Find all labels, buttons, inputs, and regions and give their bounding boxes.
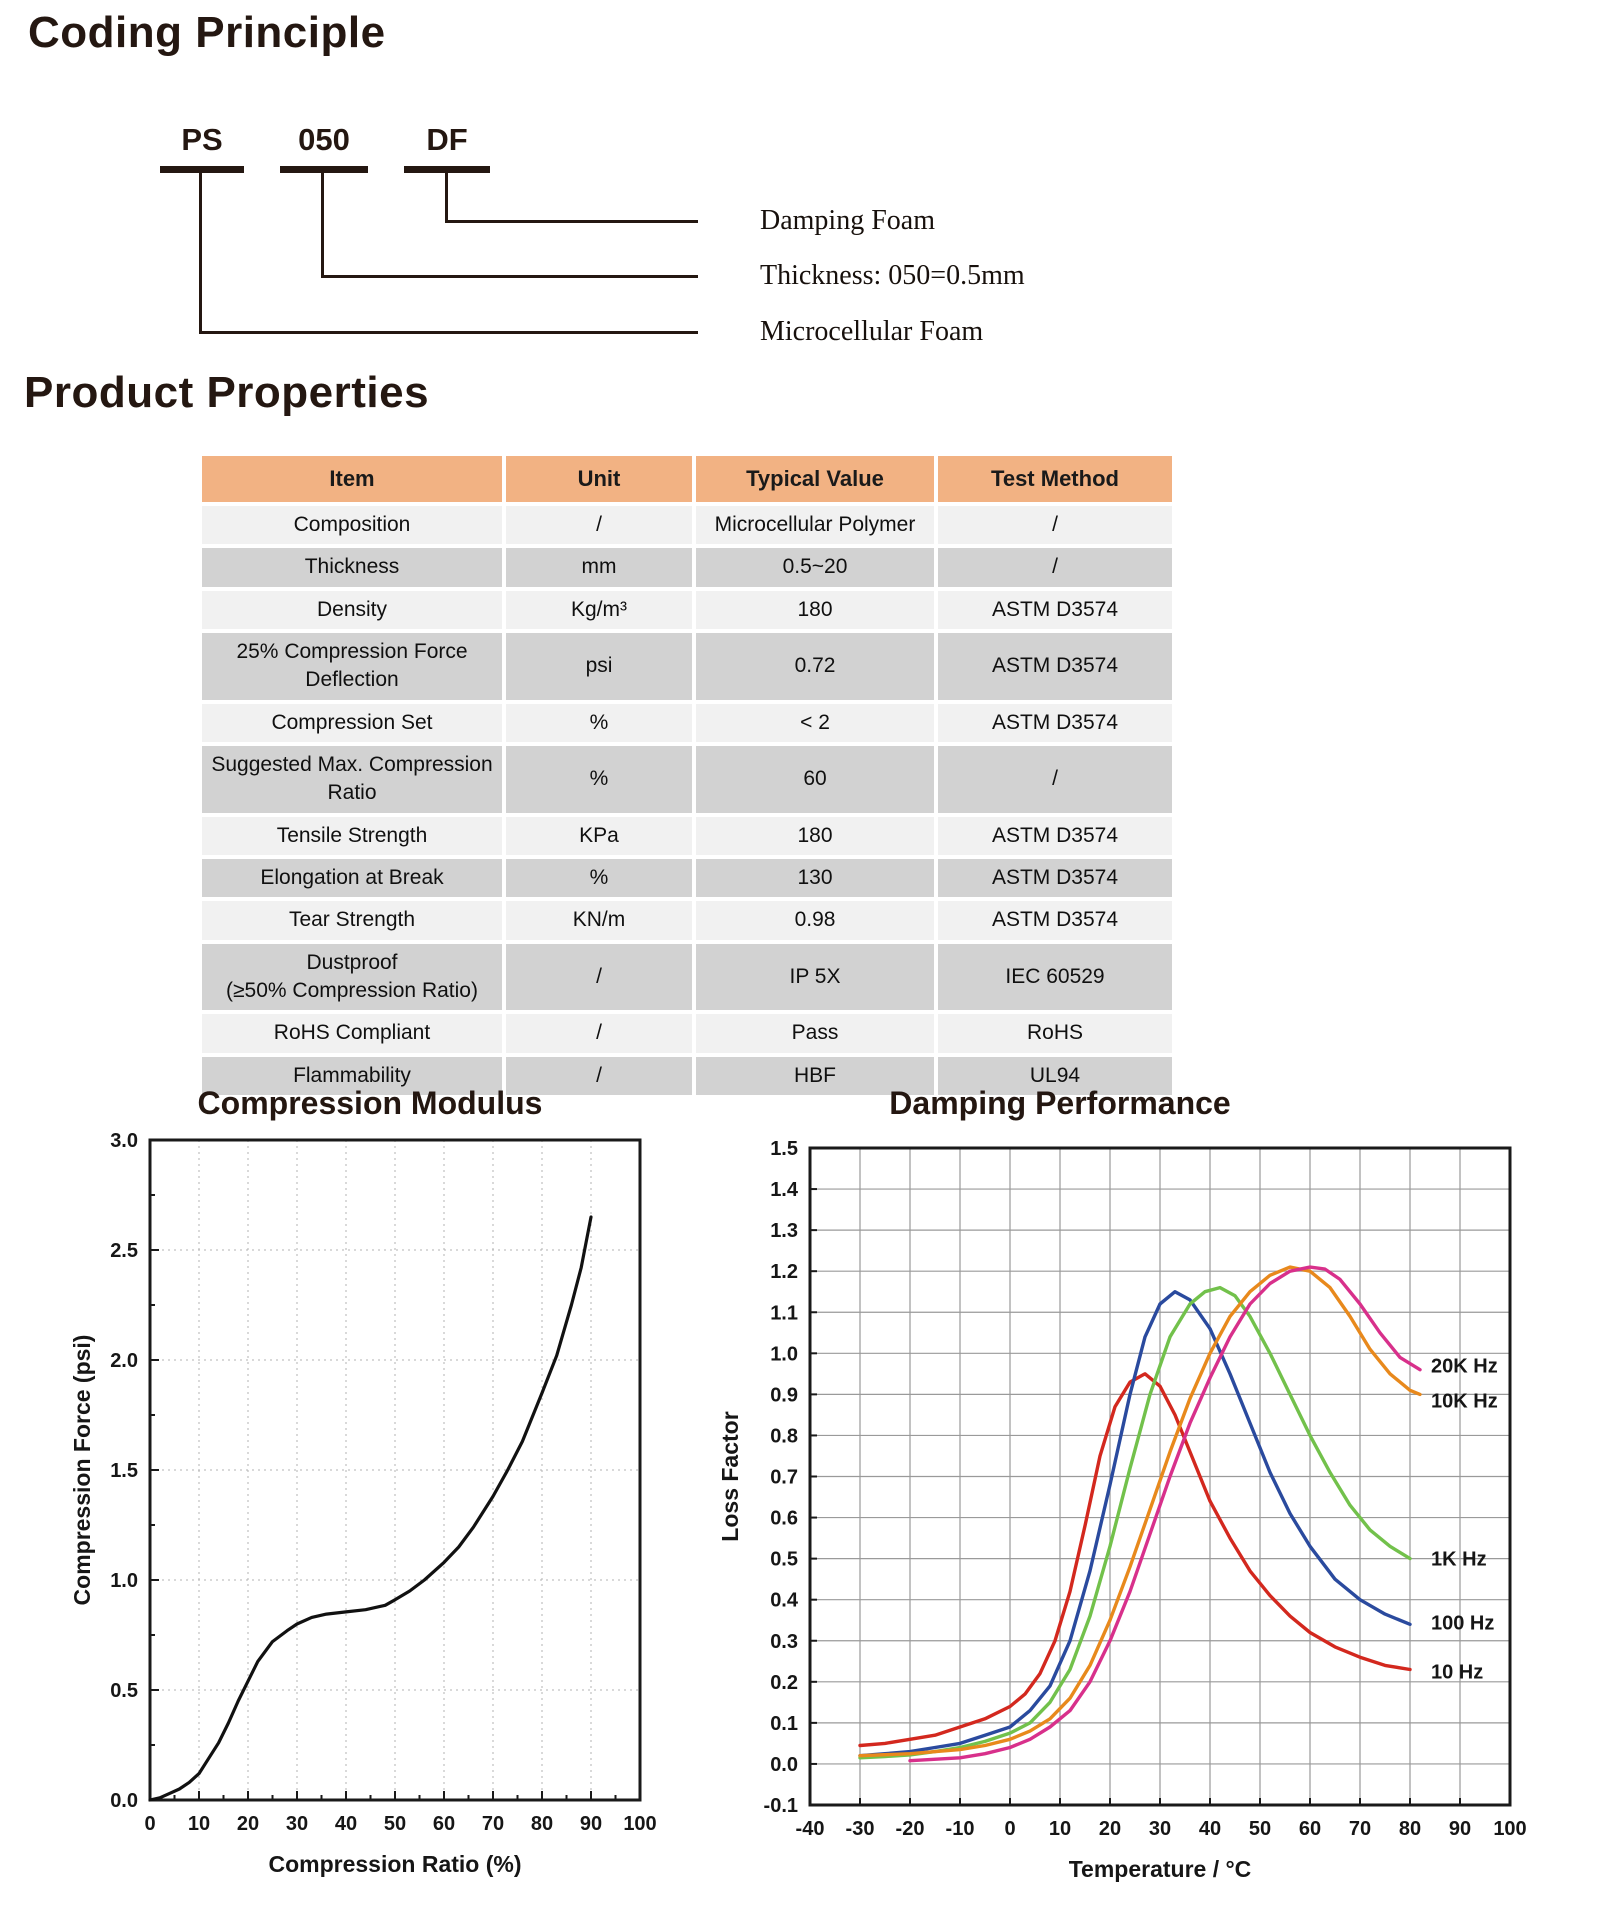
x-tick-label: -20 — [895, 1818, 925, 1840]
x-tick-label: -10 — [945, 1818, 975, 1840]
y-tick-label: 0.6 — [770, 1507, 798, 1530]
table-cell: 180 — [696, 817, 934, 855]
series-line-compression-force — [150, 1217, 591, 1800]
code-df: DF — [426, 122, 468, 157]
table-row — [202, 506, 1172, 544]
table-header-row — [202, 456, 1172, 502]
code-underline-ps — [160, 166, 244, 173]
y-tick-label: 1.5 — [770, 1138, 798, 1160]
x-tick-label: 30 — [285, 1813, 309, 1835]
y-tick-label: -0.1 — [763, 1795, 798, 1817]
table-cell: ASTM D3574 — [938, 591, 1172, 629]
x-axis-title: Temperature / °C — [1068, 1856, 1252, 1882]
col-header-item: Item — [202, 456, 502, 502]
col-header-unit: Unit — [506, 456, 692, 502]
table-cell: Pass — [696, 1014, 934, 1052]
table-cell: / — [938, 548, 1172, 586]
table-cell: % — [506, 746, 692, 813]
x-tick-label: 100 — [1493, 1818, 1527, 1840]
col-header-test-method: Test Method — [938, 456, 1172, 502]
product-properties-heading: Product Properties — [24, 368, 430, 417]
table-cell: Suggested Max. Compression Ratio — [202, 746, 502, 813]
compression-modulus-chart — [30, 1075, 710, 1905]
code-underline-050 — [280, 166, 368, 173]
y-tick-label: 2.5 — [110, 1240, 138, 1262]
x-tick-label: 50 — [383, 1813, 407, 1835]
table-cell: 130 — [696, 859, 934, 897]
table-cell: / — [506, 1014, 692, 1052]
y-tick-label: 0.2 — [770, 1671, 798, 1694]
x-tick-label: -30 — [845, 1818, 875, 1840]
y-tick-label: 1.5 — [110, 1460, 138, 1482]
series-line-10-hz — [860, 1374, 1410, 1746]
y-tick-label: 0.9 — [770, 1384, 798, 1407]
table-cell: 0.5~20 — [696, 548, 934, 586]
table-cell: Compression Set — [202, 704, 502, 742]
connector-ps — [199, 173, 698, 334]
x-tick-label: 50 — [1248, 1818, 1272, 1840]
table-cell: IEC 60529 — [938, 944, 1172, 1011]
table-cell: ASTM D3574 — [938, 633, 1172, 700]
table-cell: 0.72 — [696, 633, 934, 700]
code-050: 050 — [298, 122, 350, 157]
y-tick-label: 0.4 — [770, 1589, 798, 1612]
table-cell: 0.98 — [696, 901, 934, 939]
series-label-1k-hz: 1K Hz — [1431, 1548, 1487, 1571]
table-row — [202, 548, 1172, 586]
table-cell: KN/m — [506, 901, 692, 939]
table-cell: / — [506, 944, 692, 1011]
table-cell: % — [506, 704, 692, 742]
table-cell: / — [938, 746, 1172, 813]
table-cell: KPa — [506, 817, 692, 855]
table-cell: 25% Compression Force Deflection — [202, 633, 502, 700]
table-cell: < 2 — [696, 704, 934, 742]
y-axis-title: Compression Force (psi) — [69, 1334, 95, 1606]
x-tick-label: 10 — [187, 1813, 211, 1835]
y-tick-label: 2.0 — [110, 1350, 138, 1372]
col-header-typical-value: Typical Value — [696, 456, 934, 502]
table-cell: UL94 — [938, 1057, 1172, 1095]
series-line-100-hz — [860, 1292, 1410, 1756]
y-tick-label: 1.3 — [770, 1220, 798, 1243]
table-cell: 180 — [696, 591, 934, 629]
x-tick-label: 20 — [236, 1813, 260, 1835]
table-cell: RoHS Compliant — [202, 1014, 502, 1052]
y-tick-label: 0.0 — [110, 1790, 138, 1812]
y-tick-label: 1.0 — [110, 1570, 138, 1592]
y-tick-label: 1.2 — [770, 1261, 798, 1284]
x-tick-label: 80 — [530, 1813, 554, 1835]
table-cell: ASTM D3574 — [938, 901, 1172, 939]
table-cell: / — [506, 1057, 692, 1095]
coding-principle-heading: Coding Principle — [28, 8, 386, 57]
table-row — [202, 859, 1172, 897]
table-cell: mm — [506, 548, 692, 586]
table-cell: Tear Strength — [202, 901, 502, 939]
y-tick-label: 1.0 — [770, 1343, 798, 1366]
table-row — [202, 1014, 1172, 1052]
table-row — [202, 901, 1172, 939]
table-row — [202, 704, 1172, 742]
label-damping-foam: Damping Foam — [760, 205, 935, 236]
y-tick-label: 0.8 — [770, 1425, 798, 1448]
y-tick-label: 0.5 — [770, 1548, 798, 1571]
x-tick-label: 0 — [1004, 1818, 1016, 1840]
compression-modulus-title: Compression Modulus — [197, 1085, 543, 1121]
y-tick-label: 0.7 — [770, 1466, 798, 1489]
code-ps: PS — [181, 122, 223, 157]
y-tick-label: 0.3 — [770, 1630, 798, 1653]
damping-performance-title: Damping Performance — [889, 1085, 1231, 1121]
table-cell: ASTM D3574 — [938, 704, 1172, 742]
table-cell: Thickness — [202, 548, 502, 586]
table-cell: psi — [506, 633, 692, 700]
table-cell: 60 — [696, 746, 934, 813]
table-cell: / — [938, 506, 1172, 544]
table-row — [202, 817, 1172, 855]
table-cell: Composition — [202, 506, 502, 544]
y-axis-title: Loss Factor — [717, 1411, 743, 1542]
damping-performance-chart — [700, 1075, 1580, 1905]
table-cell: Density — [202, 591, 502, 629]
x-tick-label: 90 — [1448, 1818, 1472, 1840]
series-line-1k-hz — [860, 1288, 1410, 1758]
table-row — [202, 591, 1172, 629]
y-tick-label: 1.4 — [770, 1179, 798, 1202]
table-cell: % — [506, 859, 692, 897]
x-tick-label: 20 — [1098, 1818, 1122, 1840]
x-tick-label: -40 — [795, 1818, 825, 1840]
x-tick-label: 60 — [432, 1813, 456, 1835]
series-label-10-hz: 10 Hz — [1431, 1661, 1484, 1684]
y-tick-label: 1.1 — [770, 1302, 798, 1325]
x-axis-title: Compression Ratio (%) — [268, 1851, 522, 1877]
series-label-20k-hz: 20K Hz — [1431, 1355, 1498, 1378]
table-cell: Flammability — [202, 1057, 502, 1095]
table-cell: Microcellular Polymer — [696, 506, 934, 544]
x-tick-label: 100 — [623, 1813, 657, 1835]
series-label-100-hz: 100 Hz — [1431, 1612, 1495, 1635]
x-tick-label: 90 — [579, 1813, 603, 1835]
x-tick-label: 40 — [1198, 1818, 1222, 1840]
table-row — [202, 944, 1172, 1011]
label-thickness: Thickness: 050=0.5mm — [760, 260, 1025, 291]
product-properties-table — [198, 452, 1176, 1099]
x-tick-label: 60 — [1298, 1818, 1322, 1840]
table-cell: RoHS — [938, 1014, 1172, 1052]
series-line-20k-hz — [910, 1267, 1420, 1761]
code-underline-df — [404, 166, 490, 173]
y-tick-label: 0.0 — [770, 1753, 798, 1776]
x-tick-label: 70 — [1348, 1818, 1372, 1840]
label-microcellular-foam: Microcellular Foam — [760, 316, 984, 347]
x-tick-label: 80 — [1398, 1818, 1422, 1840]
x-tick-label: 10 — [1048, 1818, 1072, 1840]
series-label-10k-hz: 10K Hz — [1431, 1390, 1498, 1413]
table-row — [202, 633, 1172, 700]
table-cell: ASTM D3574 — [938, 817, 1172, 855]
table-cell: HBF — [696, 1057, 934, 1095]
table-row — [202, 746, 1172, 813]
x-tick-label: 40 — [334, 1813, 358, 1835]
table-cell: Tensile Strength — [202, 817, 502, 855]
x-tick-label: 70 — [481, 1813, 505, 1835]
x-tick-label: 30 — [1148, 1818, 1172, 1840]
table-cell: Dustproof (≥50% Compression Ratio) — [202, 944, 502, 1011]
table-cell: / — [506, 506, 692, 544]
table-cell: Elongation at Break — [202, 859, 502, 897]
x-tick-label: 0 — [144, 1813, 156, 1835]
y-tick-label: 0.1 — [770, 1712, 798, 1735]
y-tick-label: 3.0 — [110, 1130, 138, 1152]
table-cell: ASTM D3574 — [938, 859, 1172, 897]
table-cell: IP 5X — [696, 944, 934, 1011]
y-tick-label: 0.5 — [110, 1680, 138, 1702]
table-cell: Kg/m³ — [506, 591, 692, 629]
